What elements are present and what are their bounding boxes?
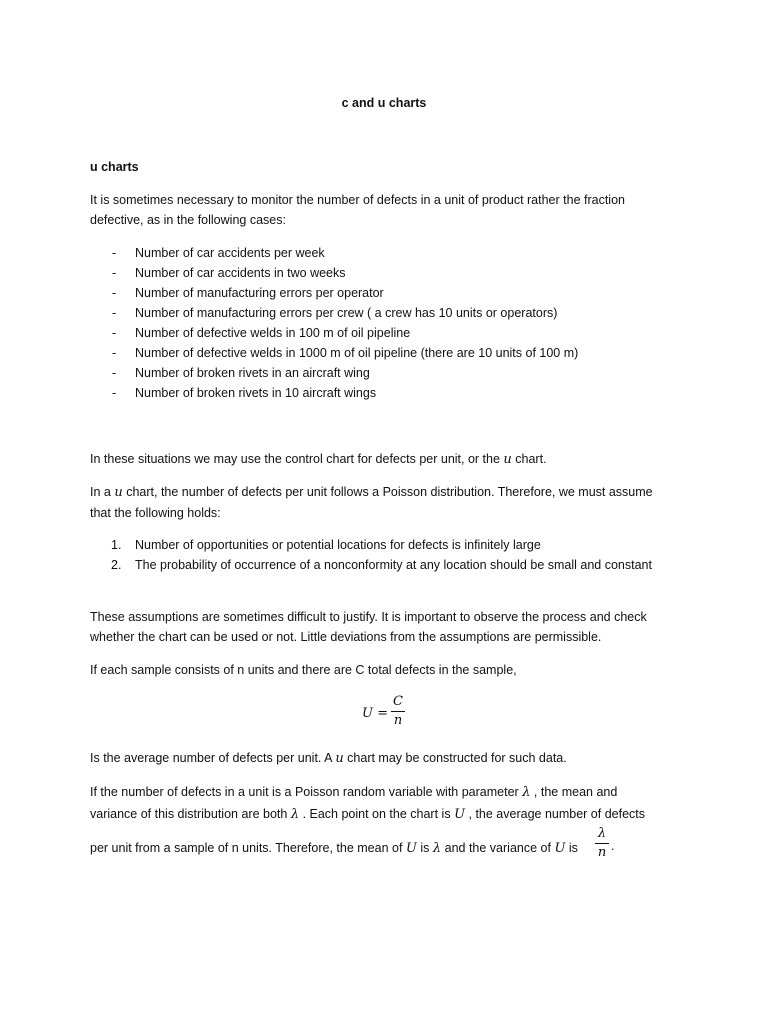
poisson-paragraph xyxy=(90,482,672,523)
paragraph-text: In these situations we may use the control chart for defects per unit, or the xyxy=(90,452,500,466)
lambda-symbol: λ xyxy=(522,785,531,800)
fraction-bar xyxy=(391,711,405,712)
formula-lhs xyxy=(362,704,388,724)
poisson-mean-paragraph xyxy=(90,782,728,859)
paragraph-text: . Each point on the chart is xyxy=(302,807,451,821)
cases-list xyxy=(90,243,672,403)
list-item: - Number of broken rivets in 10 aircraft wings xyxy=(90,383,672,403)
paragraph-text: is xyxy=(568,841,578,855)
assumptions-list xyxy=(90,535,672,575)
intro-paragraph xyxy=(90,190,672,230)
paragraph-text: and the variance of xyxy=(444,841,551,855)
sentence-period: . xyxy=(611,839,615,853)
fraction-denominator: n xyxy=(597,845,607,860)
situations-paragraph xyxy=(90,449,672,470)
paragraph-text: In a xyxy=(90,485,111,499)
lambda-symbol: λ xyxy=(290,807,300,822)
paragraph-text: per unit from a sample of n units. Therefore, the mean of xyxy=(90,841,403,855)
paragraph-text: is xyxy=(420,841,430,855)
sample-paragraph: If each sample consists of n units and there are C total defects in the sample, xyxy=(90,663,517,677)
paragraph-line: These assumptions are sometimes difficult to justify. It is important to observe the process and check xyxy=(90,610,647,624)
paragraph-text: If the number of defects in a unit is a Poisson random variable with parameter xyxy=(90,785,519,799)
average-paragraph xyxy=(90,748,672,769)
list-item: - Number of manufacturing errors per crew ( a crew has 10 units or operators) xyxy=(90,303,672,323)
paragraph-text: chart may be constructed for such data. xyxy=(347,751,567,765)
paragraph-line xyxy=(90,804,728,826)
paragraph-line xyxy=(90,838,728,859)
paragraph-text: , the mean and xyxy=(533,785,618,799)
intro-line: It is sometimes necessary to monitor the number of defects in a unit of product rather the fraction xyxy=(90,193,625,207)
paragraph-text: chart, the number of defects per unit follows a Poisson distribution. Therefore, we must assume xyxy=(126,485,653,499)
paragraph-text: Is the average number of defects per unit. A xyxy=(90,751,332,765)
u-symbol: u xyxy=(335,751,344,766)
section-heading: u charts xyxy=(90,160,139,174)
assumptions-note xyxy=(90,607,672,647)
paragraph-text: , the average number of defects xyxy=(468,807,646,821)
list-number: 1. xyxy=(111,538,122,552)
u-symbol: U xyxy=(454,807,466,822)
list-item: - Number of defective welds in 1000 m of oil pipeline (there are 10 units of 100 m) xyxy=(90,343,672,363)
lambda-symbol: λ xyxy=(432,841,442,856)
u-symbol: U xyxy=(405,841,417,856)
paragraph-line: whether the chart can be used or not. Little deviations from the assumptions are permissible. xyxy=(90,630,602,644)
list-item: - Number of manufacturing errors per operator xyxy=(90,283,672,303)
u-symbol: u xyxy=(503,452,512,467)
list-item xyxy=(90,555,672,575)
fraction-numerator: C xyxy=(393,694,403,709)
formula-u: U xyxy=(362,706,373,721)
list-text: The probability of occurrence of a nonconformity at any location should be small and constant xyxy=(135,558,652,572)
fraction-numerator: λ xyxy=(597,826,607,841)
fraction-denominator: n xyxy=(393,713,403,728)
list-number: 2. xyxy=(111,558,122,572)
paragraph-line: that the following holds: xyxy=(90,506,221,520)
intro-line: defective, as in the following cases: xyxy=(90,213,286,227)
list-item: - Number of car accidents per week xyxy=(90,243,672,263)
variance-fraction xyxy=(595,826,609,861)
list-item xyxy=(90,535,672,555)
fraction-bar xyxy=(595,843,609,844)
paragraph-line xyxy=(90,482,672,503)
page-title: c and u charts xyxy=(341,96,427,110)
paragraph-text: variance of this distribution are both xyxy=(90,807,288,821)
u-symbol: U xyxy=(554,841,566,856)
u-symbol: u xyxy=(114,485,123,500)
list-item: - Number of car accidents in two weeks xyxy=(90,263,672,283)
formula-equals: = xyxy=(377,706,389,721)
paragraph-line xyxy=(90,782,728,804)
list-item: - Number of defective welds in 100 m of oil pipeline xyxy=(90,323,672,343)
paragraph-text: chart. xyxy=(515,452,547,466)
list-item: - Number of broken rivets in an aircraft wing xyxy=(90,363,672,383)
formula-fraction xyxy=(391,694,405,729)
list-text: Number of opportunities or potential locations for defects is infinitely large xyxy=(135,538,541,552)
